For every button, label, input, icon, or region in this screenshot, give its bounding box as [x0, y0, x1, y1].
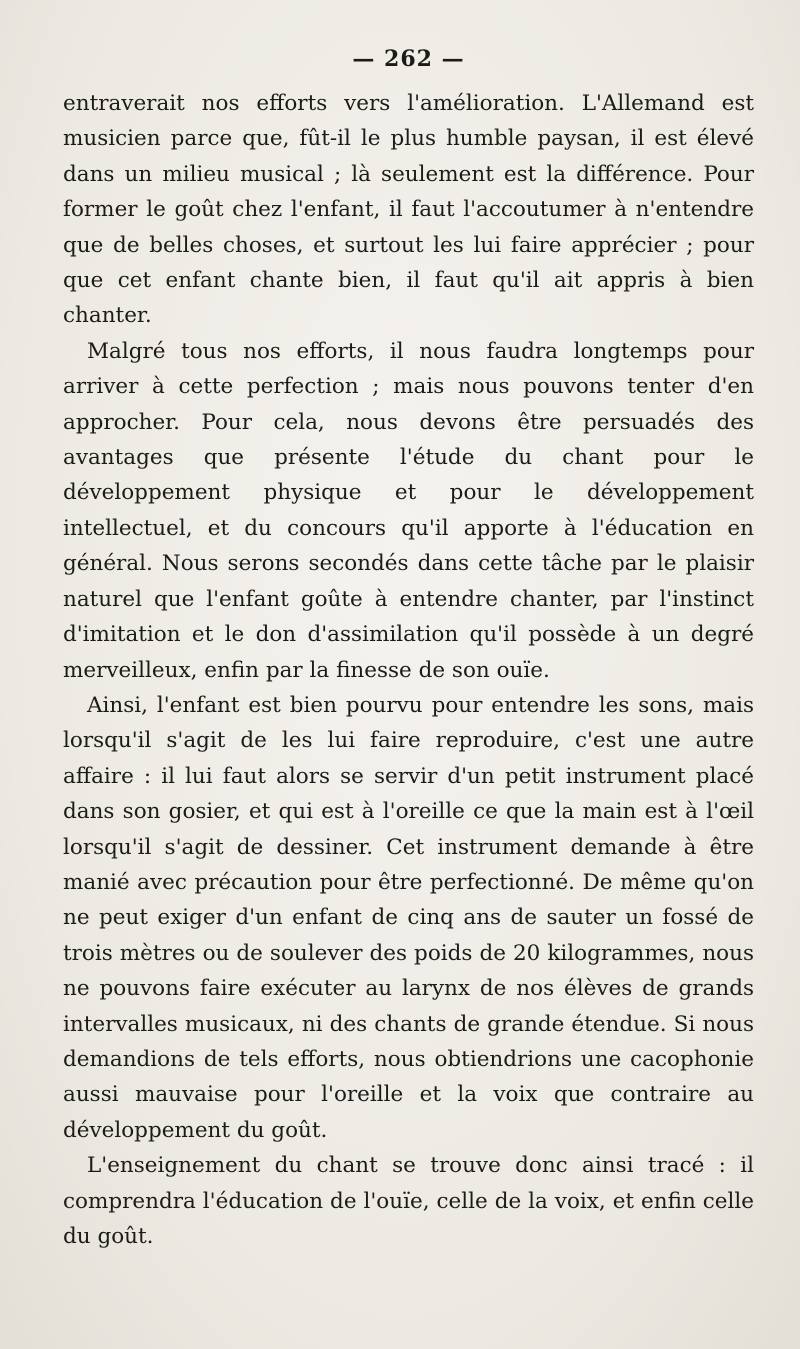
paragraph-continuation: entraverait nos efforts vers l'amélioration. L'Allemand est musicien parce que, fût-il le plus humble paysan, il est élevé dans un milieu musical ; là seulement est la différence. Pour former le goût chez l'enfant, il faut l'accoutumer à n'entendre que de belles choses, et surtout les lui faire apprécier ; pour que cet enfant chante bien, il faut qu'il ait appris à bien chanter.: [63, 91, 754, 329]
paragraph: Ainsi, l'enfant est bien pourvu pour entendre les sons, mais lorsqu'il s'agit de les lui faire reproduire, c'est une autre affaire : il lui faut alors se servir d'un petit instrument placé dans son gosier, et qui est à l'oreille ce que la main est à l'œil lorsqu'il s'agit de dessiner. Cet instrument demande à être manié avec précaution pour être perfectionné. De même qu'on ne peut exiger d'un enfant de cinq ans de sauter un fossé de trois mètres ou de soulever des poids de 20 kilogrammes, nous ne pouvons faire exécuter au larynx de nos élèves de grands intervalles musicaux, ni des chants de grande étendue. Si nous demandions de tels efforts, nous obtiendrions une cacophonie aussi mauvaise pour l'oreille et la voix que contraire au développement du goût.: [63, 692, 754, 1143]
paragraph: L'enseignement du chant se trouve donc ainsi tracé : il comprendra l'éducation de l'ouïe, celle de la voix, et enfin celle du goût.: [63, 1153, 754, 1249]
paragraph: Malgré tous nos efforts, il nous faudra longtemps pour arriver à cette perfection ; mais nous pouvons tenter d'en approcher. Pour cela, nous devons être persuadés des avantages que présente l'étude du chant pour le développement physique et pour le développement intellectuel, et du concours qu'il apporte à l'éducation en général. Nous serons secondés dans cette tâche par le plaisir naturel que l'enfant goûte à entendre chanter, par l'instinct d'imitation et le don d'assimilation qu'il possède à un degré merveilleux, enfin par la finesse de son ouïe.: [63, 338, 754, 683]
page-number: — 262 —: [352, 46, 465, 72]
